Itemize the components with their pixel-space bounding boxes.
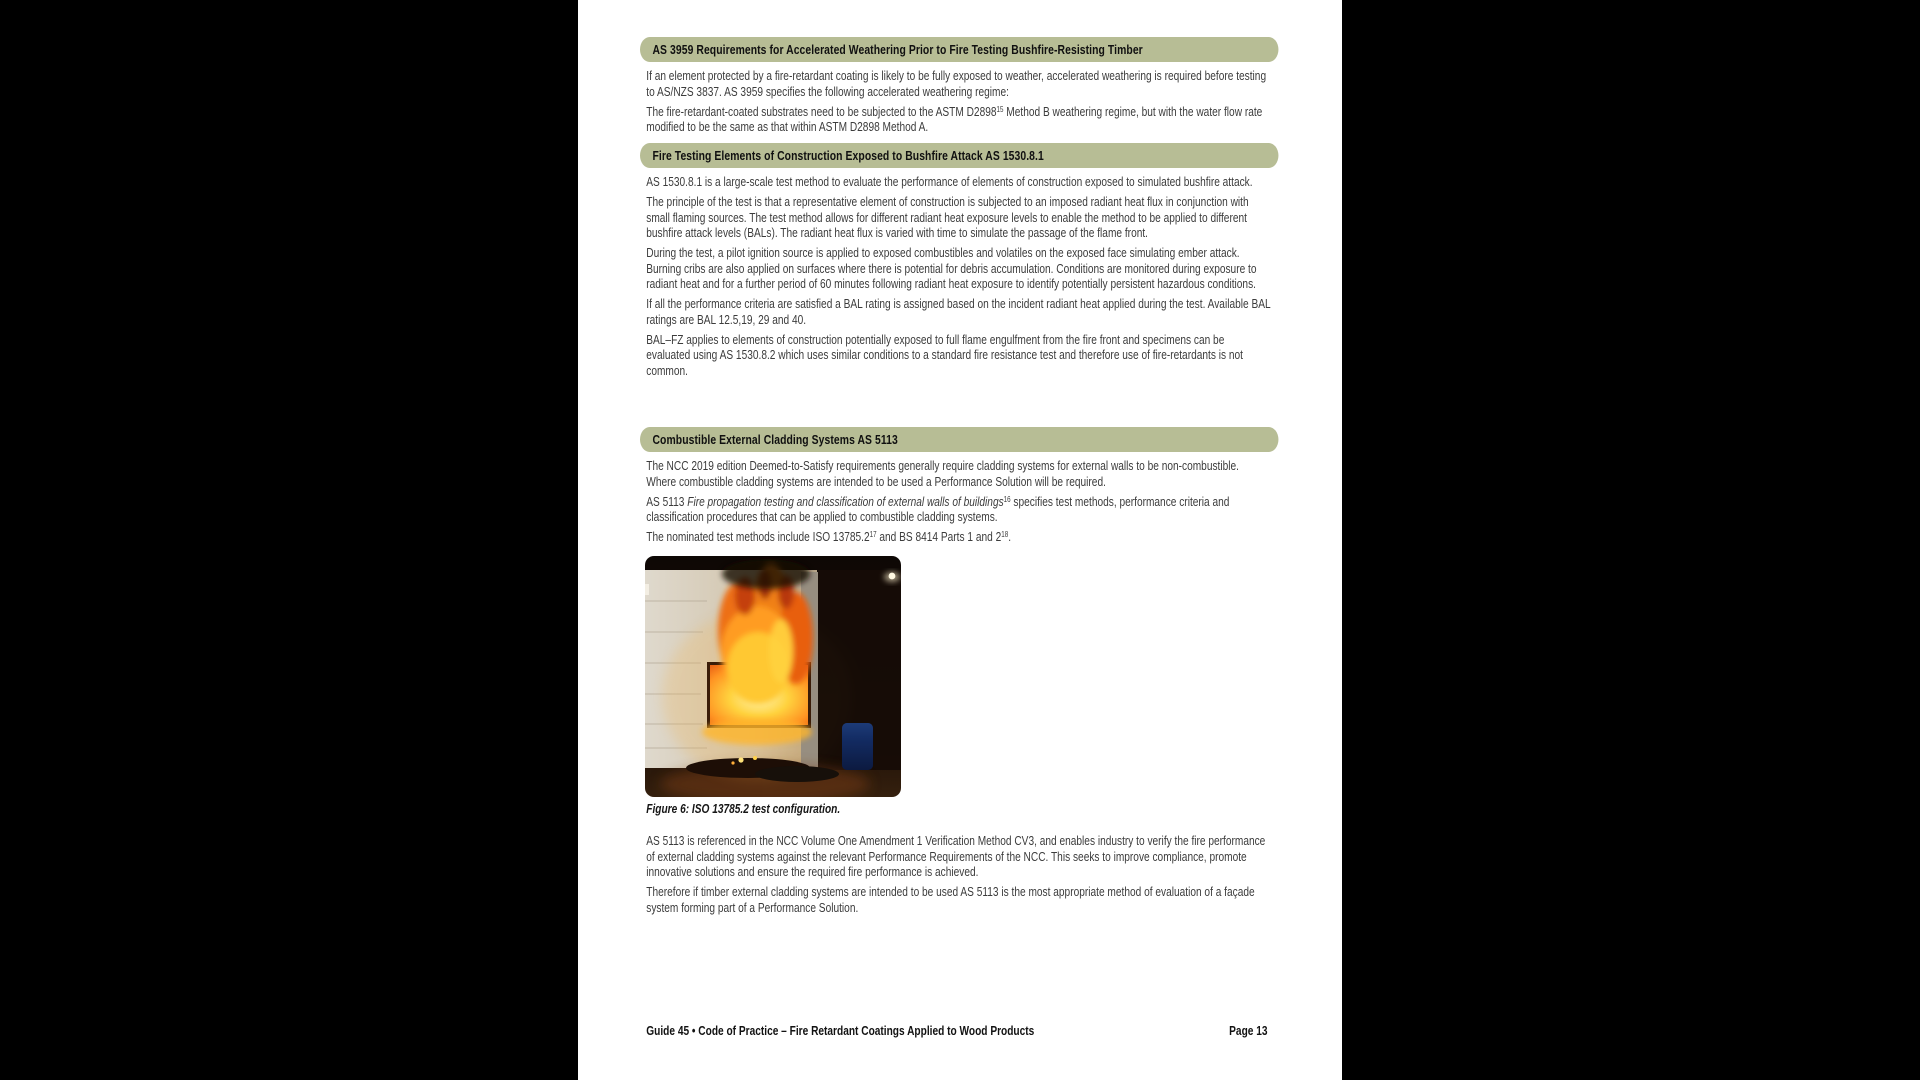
section-as3959 xyxy=(640,37,1280,139)
paragraph xyxy=(646,296,1270,327)
text-segment: specifies test methods, performance criteria and classification procedures that can be applied to combustible cladding systems. xyxy=(646,493,1230,524)
section-heading-bar xyxy=(640,37,1278,62)
section-heading-bar xyxy=(640,427,1278,452)
figure-caption-row xyxy=(640,801,1280,816)
drum-shadow xyxy=(842,723,873,770)
text-segment: The principle of the test is that a representative element of construction is subjected to an imposed radiant heat flux in conjunction with small flaming sources. The test method allows for different radiant heat exposure levels to enable the method to be applied to different bushfire attack levels (BALs). The radiant heat flux is varied with time to simulate the passage of the flame front. xyxy=(646,194,1249,240)
closing-paragraphs xyxy=(640,833,1280,920)
smoke xyxy=(722,559,810,589)
page-footer xyxy=(640,1023,1280,1038)
footnote-reference: 18 xyxy=(1001,530,1009,539)
section-body xyxy=(640,458,1280,545)
paragraph xyxy=(646,332,1270,379)
paragraph xyxy=(646,494,1270,525)
footer-row xyxy=(640,1023,1280,1038)
text-segment: BAL–FZ applies to elements of construction potentially exposed to full flame engulfment from the fire front and specimens can be evaluated using AS 1530.8.2 which uses similar conditions to a standard fire resistance test and therefore use of fire-retardants is not common. xyxy=(646,331,1243,378)
footer-document-title: Guide 45 • Code of Practice – Fire Retardant Coatings Applied to Wood Products xyxy=(646,1023,1035,1038)
paragraph xyxy=(646,529,1270,545)
paragraph xyxy=(646,194,1270,241)
footnote-reference: 17 xyxy=(869,530,877,539)
footnote-reference: 16 xyxy=(1003,494,1011,504)
paragraph xyxy=(646,104,1270,135)
paragraph xyxy=(646,884,1270,915)
figure-caption: Figure 6: ISO 13785.2 test configuration. xyxy=(646,801,841,816)
text-segment: and BS 8414 Parts 1 and 2 xyxy=(876,529,1002,544)
paragraph xyxy=(646,833,1270,880)
footer-page-number: Page 13 xyxy=(1229,1023,1268,1038)
text-segment: Method B weathering regime, but with the water flow rate modified to be the same as that within ASTM D2898 Method A. xyxy=(646,103,1263,134)
fire-test-photo xyxy=(645,556,901,797)
text-segment: If an element protected by a fire-retardant coating is likely to be fully exposed to weather, accelerated weathering is required before testing to AS/NZS 3837. AS 3959 specifies the following accelerated weathering regime: xyxy=(646,68,1267,99)
figure xyxy=(645,556,901,797)
text-segment: AS 5113 xyxy=(646,493,688,509)
section-heading-label: AS 3959 Requirements for Accelerated Weathering Prior to Fire Testing Bushfire-Resisting Timber xyxy=(652,42,1143,57)
paragraph xyxy=(646,458,1270,489)
text-segment: . xyxy=(1008,529,1012,544)
section-body xyxy=(640,174,1280,378)
section-heading-bar xyxy=(640,143,1278,168)
text-segment: AS 5113 is referenced in the NCC Volume One Amendment 1 Verification Method CV3, and enables industry to verify the fire performance of external cladding systems against the relevant Performance Requirements of the NCC. This seeks to improve compliance, promote innovative solutions and ensure the required fire performance is achieved. xyxy=(646,833,1266,879)
text-segment: The nominated test methods include ISO 13785.2 xyxy=(646,529,870,544)
section-body xyxy=(640,68,1280,135)
section-heading-label: Fire Testing Elements of Construction Exposed to Bushfire Attack AS 1530.8.1 xyxy=(652,148,1044,163)
document-page xyxy=(578,0,1342,1080)
text-segment: During the test, a pilot ignition source is applied to exposed combustibles and volatiles on the exposed face simulating ember attack. Burning cribs are also applied on surfaces where there is potential for debris accumulation. Conditions are monitored during exposure to radiant heat and for a further period of 60 minutes following radiant heat exposure to identify potentially persistent hazardous conditions. xyxy=(646,245,1257,291)
standard-title-italic: Fire propagation testing and classification of external walls of buildings xyxy=(687,493,1004,509)
paragraph xyxy=(646,68,1270,99)
section-heading-label: Combustible External Cladding Systems AS 5113 xyxy=(652,432,898,447)
footnote-reference: 15 xyxy=(996,104,1004,114)
text-segment: AS 1530.8.1 is a large-scale test method to evaluate the performance of elements of construction exposed to simulated bushfire attack. xyxy=(646,174,1253,189)
text-segment: The NCC 2019 edition Deemed-to-Satisfy requirements generally require cladding systems for external walls to be non-combustible. Where combustible cladding systems are intended to be used a Performance Solution will be required. xyxy=(646,458,1239,489)
section-as5113 xyxy=(640,427,1280,549)
text-segment: If all the performance criteria are satisfied a BAL rating is assigned based on the incident radiant heat applied during the test. Available BAL ratings are BAL 12.5,19, 29 and 40. xyxy=(646,296,1271,327)
paragraph xyxy=(646,174,1270,190)
text-segment: Therefore if timber external cladding systems are intended to be used AS 5113 is the most appropriate method of evaluation of a façade system forming part of a Performance Solution. xyxy=(646,884,1255,915)
base-glow xyxy=(702,719,812,745)
section-as1530-8-1 xyxy=(640,143,1280,383)
flood-light xyxy=(884,572,900,582)
text-segment: The fire-retardant-coated substrates need to be subjected to the ASTM D2898 xyxy=(646,103,997,119)
left-light-streak xyxy=(645,584,649,595)
paragraph xyxy=(646,245,1270,292)
